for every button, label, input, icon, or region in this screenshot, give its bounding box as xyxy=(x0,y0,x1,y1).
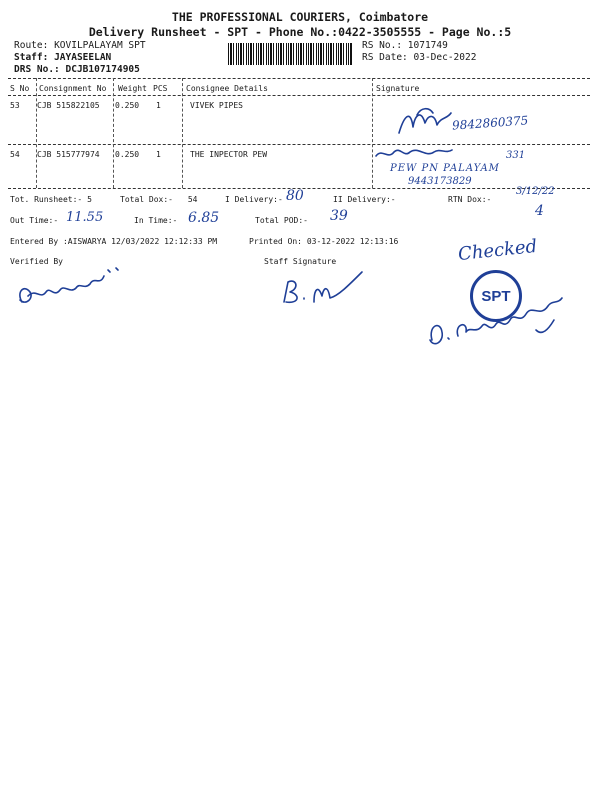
row-53-consignment: CJB 515822105 xyxy=(37,101,100,110)
row-54-consignment: CJB 515777974 xyxy=(37,150,100,159)
staff-line xyxy=(14,52,111,63)
rs-no-label: RS No.: xyxy=(362,40,403,51)
runsheet-label: Tot. Runsheet:- xyxy=(10,195,83,204)
route-line xyxy=(14,40,146,51)
header-signature: Signature xyxy=(376,84,420,93)
row-53-sno: 53 xyxy=(10,101,20,110)
total-dox-value: 54 xyxy=(187,195,198,204)
total-pod-value: 39 xyxy=(330,208,348,224)
col-divider xyxy=(36,78,37,188)
row-53-pcs: 1 xyxy=(156,101,161,110)
drs-line xyxy=(14,64,140,75)
runsheet-subtitle: Delivery Runsheet - SPT - Phone No.:0422-3505555 - Page No.:5 xyxy=(88,25,512,39)
entered-by xyxy=(10,237,217,246)
verifier-signature xyxy=(14,262,124,312)
header-consignment: Consignment No xyxy=(39,84,107,93)
row-53-signature xyxy=(395,105,455,140)
printed-on xyxy=(249,237,398,246)
barcode xyxy=(228,43,352,65)
i-delivery-label: I Delivery:- xyxy=(225,195,283,204)
header-consignee: Consignee Details xyxy=(186,84,268,93)
entered-by-label: Entered By : xyxy=(10,237,68,246)
rtn-dox-label: RTN Dox:- xyxy=(448,195,492,204)
col-divider xyxy=(113,78,114,188)
row-54-sno: 54 xyxy=(10,150,20,159)
total-dox xyxy=(120,195,197,204)
runsheet-value: 5 xyxy=(87,195,92,204)
row-divider xyxy=(8,144,590,145)
out-time-label: Out Time:- xyxy=(10,216,59,225)
header-weight: Weight xyxy=(118,84,147,93)
spt-stamp-text: SPT xyxy=(481,287,511,305)
staff-value: JAYASEELAN xyxy=(54,52,112,63)
entered-by-value: AISWARYA 12/03/2022 12:12:33 PM xyxy=(67,237,218,246)
row-53-phone: 9842860375 xyxy=(451,113,529,133)
table-header-rule xyxy=(8,95,590,96)
in-time-label: In Time:- xyxy=(134,216,178,225)
row-53-weight: 0.250 xyxy=(115,101,140,110)
staff-label: Staff: xyxy=(14,52,49,63)
printed-on-value: 03-12-2022 12:13:16 xyxy=(306,237,399,246)
company-title: THE PROFESSIONAL COURIERS, Coimbatore xyxy=(171,10,429,24)
row-54-address: PEW PN PALAYAM xyxy=(390,163,500,174)
rtn-dox-value: 4 xyxy=(535,203,544,219)
row-54-date: 3/12/22 xyxy=(516,186,555,197)
i-delivery-value: 80 xyxy=(286,188,304,204)
row-53-consignee: VIVEK PIPES xyxy=(190,101,243,110)
route-value: KOVILPALAYAM SPT xyxy=(54,40,146,51)
rs-date-line xyxy=(362,52,476,63)
staff-signature xyxy=(278,266,368,311)
printed-on-label: Printed On: xyxy=(249,237,302,246)
total-dox-label: Total Dox:- xyxy=(120,195,173,204)
header-pcs: PCS xyxy=(153,84,168,93)
route-label: Route: xyxy=(14,40,49,51)
rs-no-value: 1071749 xyxy=(407,40,448,51)
ii-delivery-label: II Delivery:- xyxy=(333,195,396,204)
col-divider xyxy=(182,78,183,188)
row-54-phone: 9443173829 xyxy=(408,176,472,187)
staff-signature-label: Staff Signature xyxy=(264,257,337,266)
rs-no-line xyxy=(362,40,448,51)
drs-label: DRS No.: xyxy=(14,64,60,75)
rs-date-value: 03-Dec-2022 xyxy=(413,52,477,63)
verified-by-label: Verified By xyxy=(10,257,63,266)
manager-signature xyxy=(424,287,564,360)
header-sno: S No xyxy=(10,84,30,93)
in-time-value: 6.85 xyxy=(188,210,220,226)
row-54-pcs: 1 xyxy=(156,150,161,159)
drs-value: DCJB107174905 xyxy=(65,64,140,75)
row-54-door-no: 331 xyxy=(506,150,526,161)
table-top-rule xyxy=(8,78,590,79)
out-time-value: 11.55 xyxy=(66,210,104,225)
total-pod-label: Total POD:- xyxy=(255,216,308,225)
checked-note: Checked xyxy=(457,235,539,266)
col-divider xyxy=(372,78,373,188)
runsheet-total xyxy=(10,195,92,204)
row-54-consignee: THE INPECTOR PEW xyxy=(190,150,268,159)
row-54-weight: 0.250 xyxy=(115,150,140,159)
rs-date-label: RS Date: xyxy=(362,52,408,63)
